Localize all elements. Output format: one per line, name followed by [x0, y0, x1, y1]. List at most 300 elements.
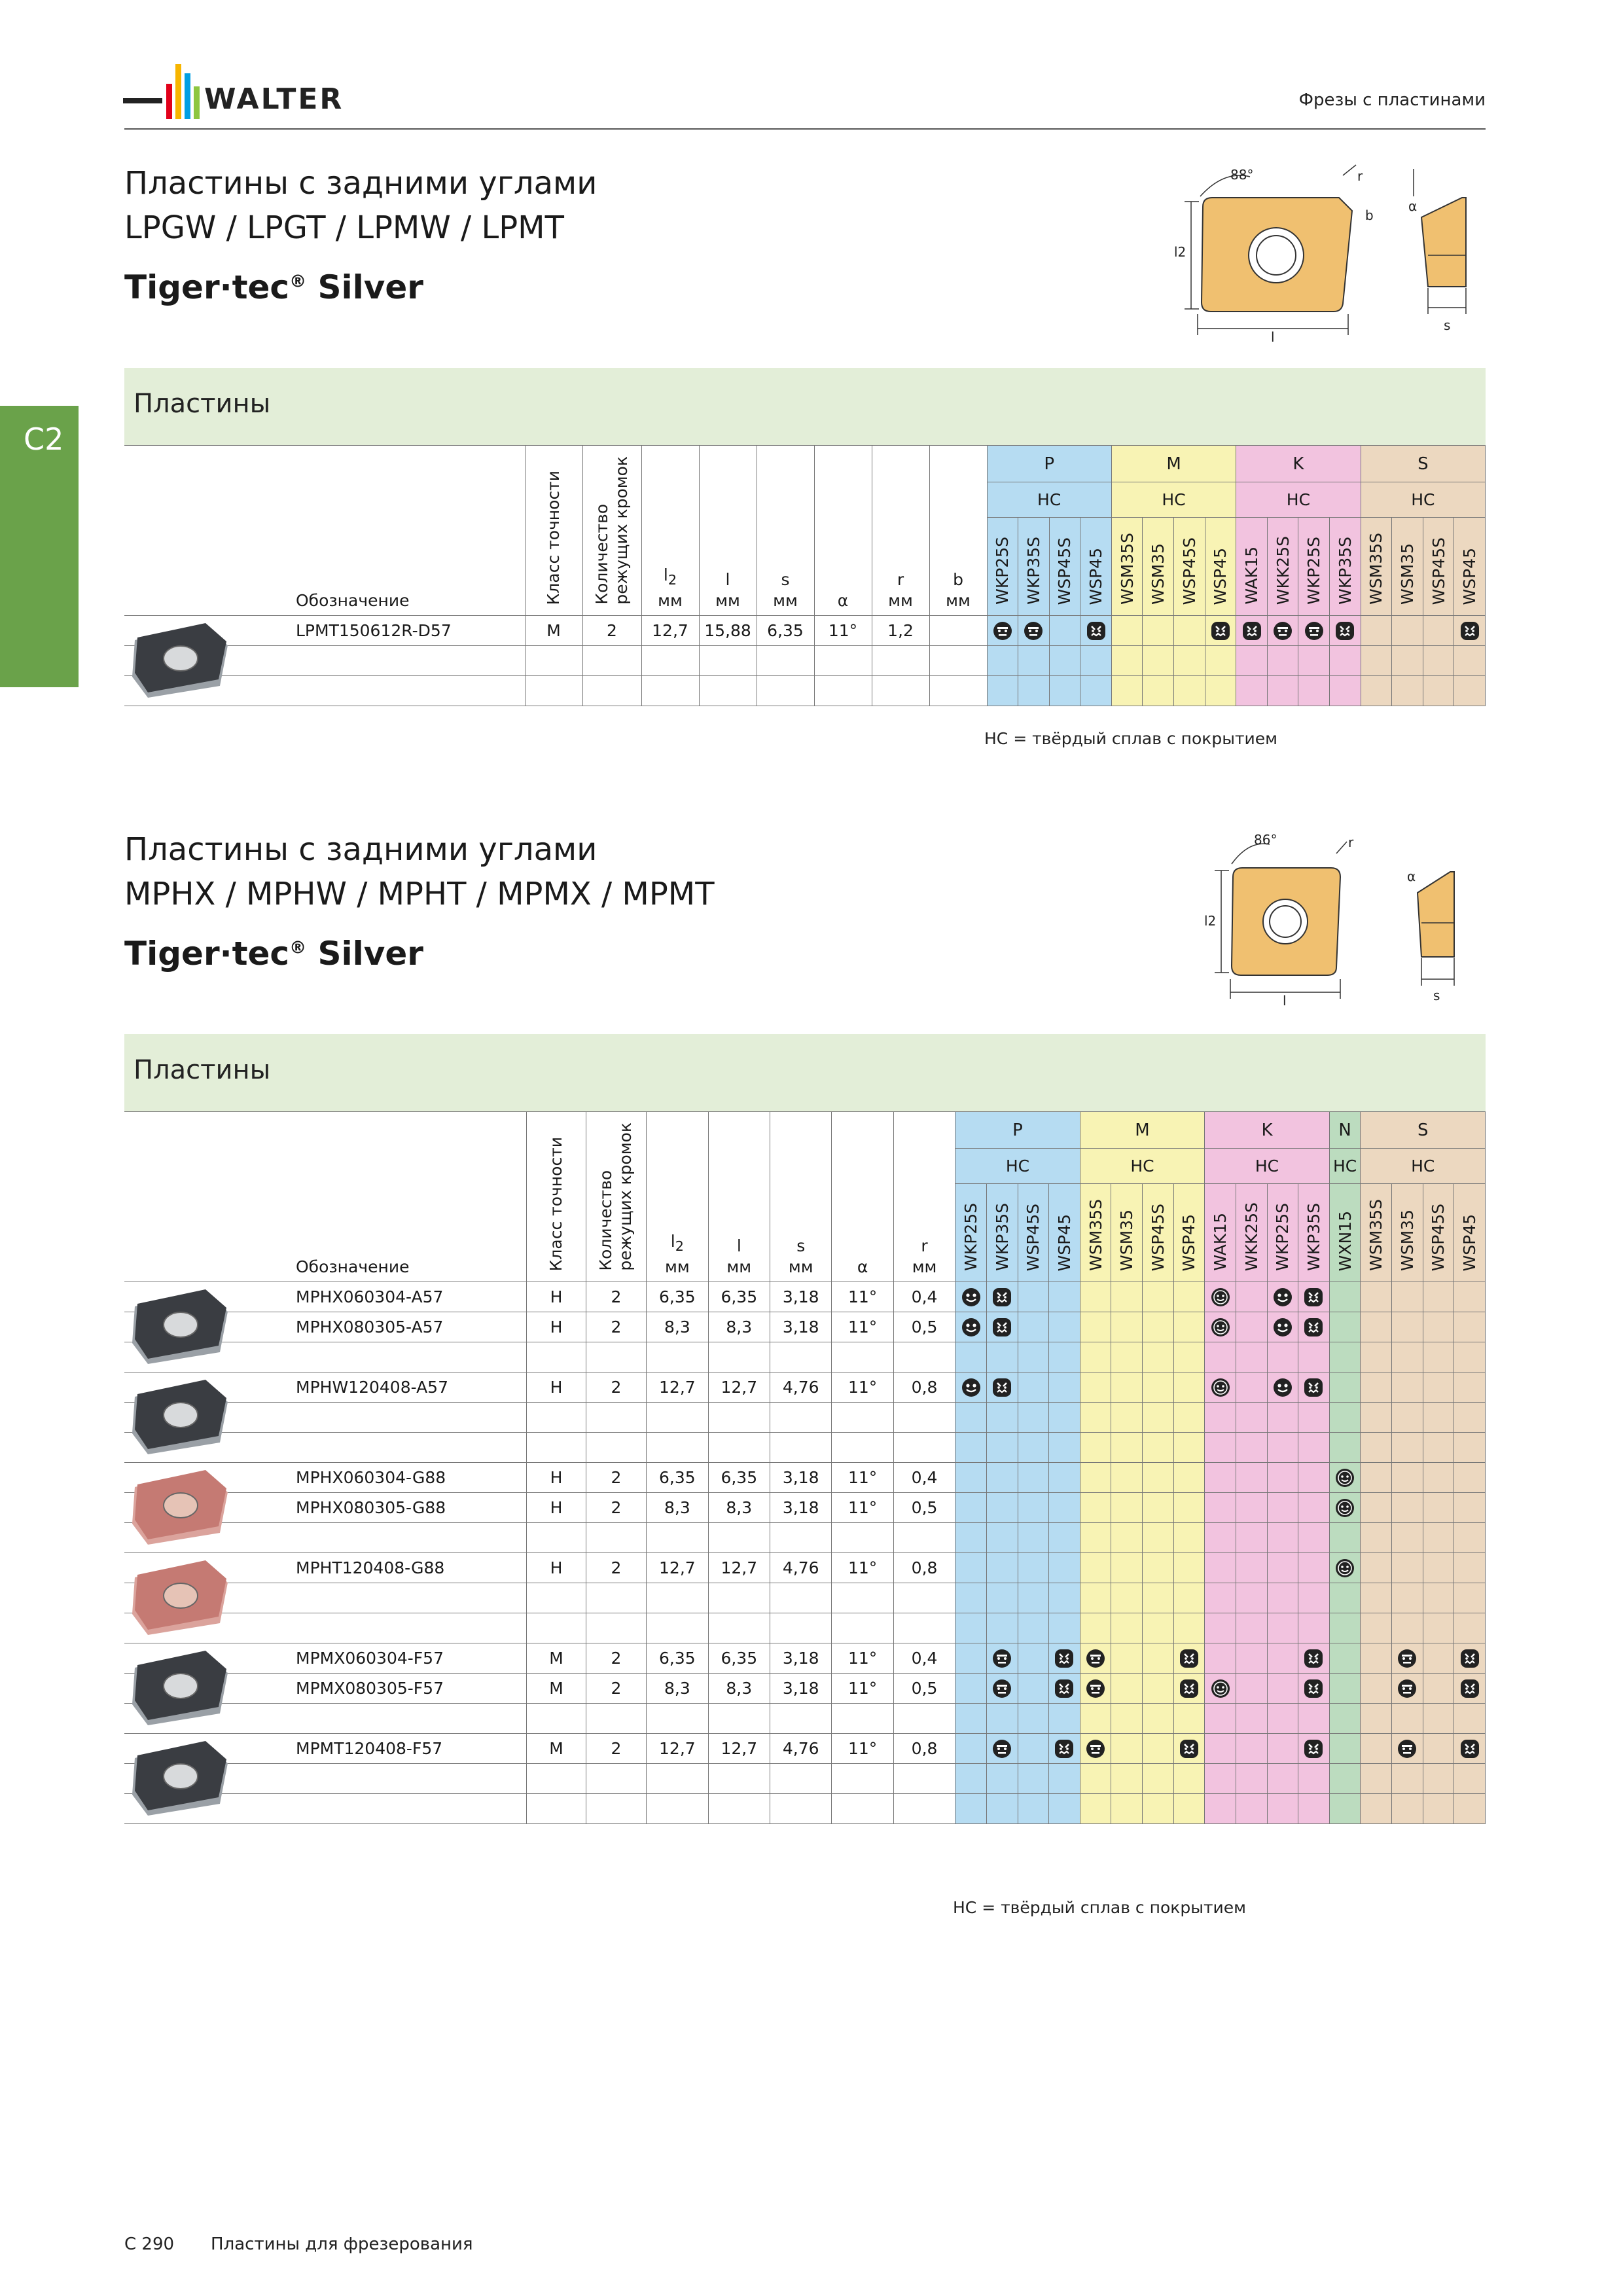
grade-cell	[1454, 1523, 1486, 1553]
table-row-empty	[124, 1794, 1486, 1824]
symbol-alt-icon	[1303, 1377, 1324, 1398]
symbol-ok-icon	[1304, 620, 1325, 641]
grade-cell	[1205, 1613, 1236, 1643]
grade-label: WSP45S	[1429, 1203, 1448, 1271]
grade-cell	[1267, 1674, 1298, 1704]
cell-l	[708, 1704, 770, 1734]
grade-cell	[1329, 1704, 1361, 1734]
symbol-ok-icon	[991, 1738, 1012, 1759]
grade-cell	[1143, 1463, 1174, 1493]
section1-band-label: Пластины	[134, 389, 271, 419]
grade-cell	[1080, 1794, 1111, 1824]
symbol-ok-icon	[991, 1678, 1012, 1699]
cell-alpha	[832, 1433, 893, 1463]
grade-cell	[955, 1342, 987, 1372]
grade-cell	[1329, 1613, 1361, 1643]
grade-cell	[1111, 1282, 1143, 1312]
insert-image	[128, 1555, 233, 1643]
group-k-header: K	[1236, 446, 1361, 482]
section1-title-line2: LPGW / LPGT / LPMW / LPMT	[124, 209, 564, 246]
grade-cell	[1267, 1734, 1298, 1764]
cell-l: 12,7	[708, 1372, 770, 1403]
grade-cell	[1143, 1613, 1174, 1643]
grade-cell	[955, 1674, 987, 1704]
grade-header-k-wkp25s	[1267, 1184, 1298, 1282]
grade-header-m-wsm35	[1111, 1184, 1143, 1282]
grade-cell	[1143, 676, 1174, 706]
cell-l2	[647, 1403, 708, 1433]
symbol-alt-icon	[991, 1317, 1012, 1338]
grade-cell	[1454, 1764, 1486, 1794]
header-rule	[124, 128, 1486, 130]
drawing2-alpha-label: α	[1407, 869, 1416, 884]
grade-cell	[1361, 1523, 1392, 1553]
grade-cell	[986, 1764, 1018, 1794]
cell-edges: 2	[586, 1372, 646, 1403]
grade-cell	[1080, 1704, 1111, 1734]
section1-subtitle-text: Tiger·tec	[124, 268, 290, 306]
section2-subtitle-reg: ®	[289, 938, 307, 958]
grade-cell	[1018, 1282, 1049, 1312]
grade-cell	[1267, 646, 1298, 676]
grade-cell	[1267, 1493, 1298, 1523]
section1-band	[124, 368, 1486, 445]
grade-cell	[1392, 1342, 1423, 1372]
grade-cell	[955, 1643, 987, 1674]
grade-cell	[1423, 1794, 1454, 1824]
grade-label: WSM35S	[1086, 1199, 1105, 1271]
grade-cell	[1361, 1613, 1392, 1643]
group-p-hc: HC	[955, 1149, 1080, 1184]
table-row-empty	[124, 1433, 1486, 1463]
grade-cell	[955, 1764, 987, 1794]
grade-cell	[1392, 1403, 1423, 1433]
symbol-good-icon	[1210, 1377, 1231, 1398]
grade-cell	[987, 646, 1018, 676]
grade-cell	[1049, 1674, 1080, 1704]
insert-photo-table2-3	[128, 1555, 233, 1640]
grade-cell	[1361, 1342, 1392, 1372]
grade-cell	[986, 1523, 1018, 1553]
grade-cell	[1111, 1403, 1143, 1433]
grade-cell	[1080, 1493, 1111, 1523]
cell-tol	[527, 1342, 586, 1372]
symbol-alt-icon	[1179, 1678, 1200, 1699]
grade-cell	[1111, 1674, 1143, 1704]
grade-cell	[986, 1433, 1018, 1463]
grade-cell	[1361, 1553, 1392, 1583]
grade-cell	[1173, 1764, 1205, 1794]
grade-label: WKK25S	[1241, 1202, 1261, 1271]
symbol-alt-icon	[991, 1377, 1012, 1398]
grade-cell	[1049, 676, 1080, 706]
section1-subtitle	[124, 268, 423, 306]
grade-cell	[1454, 616, 1486, 646]
grade-label: WSM35S	[1117, 533, 1137, 605]
col-edges-header	[582, 446, 641, 616]
grade-cell	[1329, 1463, 1361, 1493]
cell-edges	[586, 1342, 646, 1372]
grade-cell	[1236, 1463, 1267, 1493]
grade-header-s-wsm35	[1392, 518, 1423, 616]
cell-r: 0,4	[893, 1463, 955, 1493]
grade-cell	[1298, 1674, 1330, 1704]
grade-cell	[1267, 616, 1298, 646]
cell-tol	[527, 1583, 586, 1613]
grade-label: WSM35	[1398, 543, 1418, 605]
symbol-ok-icon	[1085, 1648, 1106, 1669]
grade-cell	[1236, 1372, 1267, 1403]
grade-cell	[1392, 1643, 1423, 1674]
grade-cell	[1080, 1463, 1111, 1493]
section1-note: HC = твёрдый сплав с покрытием	[984, 729, 1278, 748]
group-m-header: M	[1080, 1112, 1205, 1149]
grade-cell	[1423, 676, 1454, 706]
cell-l	[708, 1764, 770, 1794]
grade-header-k-wkp35s	[1330, 518, 1361, 616]
cell-alpha: 11°	[832, 1734, 893, 1764]
cell-alpha: 11°	[832, 1553, 893, 1583]
grade-cell	[1267, 1523, 1298, 1553]
grade-cell	[1205, 1403, 1236, 1433]
cell-l: 8,3	[708, 1493, 770, 1523]
grade-cell	[1143, 1342, 1174, 1372]
col-edges-label2: режущих кромок	[612, 456, 631, 605]
grade-cell	[955, 1583, 987, 1613]
grade-cell	[1423, 1583, 1454, 1613]
grade-cell	[1236, 1794, 1267, 1824]
cell-alpha	[832, 1523, 893, 1553]
designation-cell: MPHT120408-G88	[124, 1553, 527, 1583]
cell-alpha: 11°	[832, 1674, 893, 1704]
symbol-alt-icon	[1303, 1648, 1324, 1669]
grade-cell	[1454, 1463, 1486, 1493]
grade-cell	[1143, 616, 1174, 646]
table-row	[124, 1372, 1486, 1403]
symbol-alt-icon	[1334, 620, 1355, 641]
grade-cell	[986, 1312, 1018, 1342]
grade-cell	[1392, 646, 1423, 676]
grade-cell	[1049, 1643, 1080, 1674]
grade-cell	[1143, 1523, 1174, 1553]
unit-label: мм	[912, 1257, 937, 1276]
grade-cell	[1236, 1734, 1267, 1764]
grade-cell	[1049, 1734, 1080, 1764]
grade-header-m-wsp45	[1173, 1184, 1205, 1282]
col-l2-sub: 2	[675, 1238, 684, 1254]
cell-alpha	[832, 1794, 893, 1824]
cell-s	[757, 646, 814, 676]
grade-cell	[1143, 1553, 1174, 1583]
grade-cell	[1018, 1403, 1049, 1433]
cell-s: 3,18	[770, 1463, 832, 1493]
cell-l2: 12,7	[647, 1734, 708, 1764]
grade-label: WSP45	[1460, 1213, 1480, 1271]
cell-tol	[527, 1704, 586, 1734]
insert-photo-table2-2	[128, 1465, 233, 1550]
cell-tol: M	[527, 1734, 586, 1764]
grade-label: WSP45	[1054, 1213, 1074, 1271]
grade-cell	[1205, 1282, 1236, 1312]
cell-edges: 2	[582, 616, 641, 646]
designation-cell: MPHX060304-G88	[124, 1463, 527, 1493]
symbol-alt-icon	[1054, 1678, 1075, 1699]
grade-cell	[1018, 1674, 1049, 1704]
table-row-empty	[124, 676, 1486, 706]
walter-logo	[123, 58, 398, 123]
grade-cell	[1236, 1583, 1267, 1613]
insert-image	[128, 1736, 233, 1823]
grade-cell	[1361, 1704, 1392, 1734]
symbol-ok-icon	[992, 620, 1013, 641]
cell-edges	[586, 1523, 646, 1553]
chapter-tab[interactable]	[0, 406, 79, 687]
cell-r: 0,8	[893, 1372, 955, 1403]
grade-cell	[1018, 1704, 1049, 1734]
col-tolerance-label: Класс точности	[544, 470, 563, 605]
section1-table	[124, 445, 1486, 706]
grade-cell	[1173, 1342, 1205, 1372]
cell-s: 3,18	[770, 1312, 832, 1342]
grade-cell	[1173, 1433, 1205, 1463]
grade-label: WSM35S	[1366, 533, 1386, 605]
grade-cell	[1049, 1704, 1080, 1734]
grade-cell	[1236, 1282, 1267, 1312]
grade-cell	[986, 1403, 1018, 1433]
grade-cell	[1267, 1312, 1298, 1342]
grade-cell	[1361, 1282, 1392, 1312]
col-r-label: r	[897, 570, 904, 589]
grade-header-k-wkp25s	[1298, 518, 1330, 616]
grade-cell	[1018, 676, 1050, 706]
table-row	[124, 1463, 1486, 1493]
grade-cell	[1298, 1523, 1330, 1553]
grade-header-s-wsp45s	[1423, 1184, 1454, 1282]
cell-l: 8,3	[708, 1674, 770, 1704]
grade-cell	[1392, 1583, 1423, 1613]
drawing2-s-label: s	[1433, 988, 1440, 1003]
drawing1-angle-label: 88°	[1230, 167, 1254, 183]
grade-cell	[1111, 1583, 1143, 1613]
grade-label: WSP45	[1460, 547, 1480, 605]
col-s-header	[770, 1112, 832, 1282]
cell-l	[708, 1613, 770, 1643]
grade-cell	[955, 1372, 987, 1403]
col-tolerance-header	[525, 446, 582, 616]
grade-cell	[1423, 1553, 1454, 1583]
section2-band-label: Пластины	[134, 1055, 271, 1085]
grade-cell	[1174, 616, 1205, 646]
grade-cell	[1018, 1794, 1049, 1824]
symbol-best-icon	[1272, 1317, 1293, 1338]
grade-cell	[1392, 1764, 1423, 1794]
grade-cell	[1454, 676, 1486, 706]
grade-cell	[1267, 1282, 1298, 1312]
cell-l2: 6,35	[647, 1282, 708, 1312]
grade-cell	[1205, 1794, 1236, 1824]
grade-cell	[986, 1372, 1018, 1403]
grade-cell	[1454, 1794, 1486, 1824]
grade-cell	[1392, 1523, 1423, 1553]
grade-cell	[986, 1493, 1018, 1523]
grade-cell	[1361, 1493, 1392, 1523]
grade-cell	[1205, 1674, 1236, 1704]
cell-l: 12,7	[708, 1553, 770, 1583]
insert-photo-table1-0	[128, 618, 233, 703]
cell-s	[770, 1583, 832, 1613]
designation-cell: LPMT150612R-D57	[124, 616, 525, 646]
grade-cell	[1143, 1583, 1174, 1613]
grade-cell	[1080, 676, 1112, 706]
grade-cell	[1080, 1674, 1111, 1704]
grade-cell	[1143, 1794, 1174, 1824]
grade-cell	[1423, 1403, 1454, 1433]
symbol-alt-icon	[1459, 1738, 1480, 1759]
grade-cell	[986, 1613, 1018, 1643]
grade-label: WKP35S	[1304, 1203, 1323, 1271]
grade-cell	[1049, 1403, 1080, 1433]
grade-cell	[1143, 1734, 1174, 1764]
grade-cell	[1454, 1613, 1486, 1643]
grade-cell	[1298, 1282, 1330, 1312]
symbol-alt-icon	[1179, 1648, 1200, 1669]
grade-cell	[955, 1704, 987, 1734]
table-row-empty	[124, 1342, 1486, 1372]
cell-l2	[647, 1704, 708, 1734]
grade-cell	[1173, 1734, 1205, 1764]
drawing1-b-label: b	[1365, 207, 1374, 223]
grade-header-s-wsm35s	[1361, 1184, 1392, 1282]
cell-l2	[647, 1764, 708, 1794]
col-l-label: l	[725, 570, 730, 589]
cell-tol	[527, 1613, 586, 1643]
grade-cell	[1080, 1433, 1111, 1463]
grade-cell	[1205, 1433, 1236, 1463]
grade-header-p-wsp45	[1049, 1184, 1080, 1282]
cell-l	[708, 1583, 770, 1613]
group-s-hc: HC	[1361, 1149, 1486, 1184]
grade-cell	[1205, 1493, 1236, 1523]
grade-cell	[1080, 1403, 1111, 1433]
grade-header-k-wkk25s	[1267, 518, 1298, 616]
grade-cell	[1049, 1613, 1080, 1643]
footer-title: Пластины для фрезерования	[211, 2234, 473, 2254]
grade-cell	[1143, 1764, 1174, 1794]
cell-alpha: 11°	[832, 1282, 893, 1312]
unit-label: мм	[946, 591, 971, 610]
cell-r: 1,2	[872, 616, 929, 646]
grade-cell	[1298, 1493, 1330, 1523]
section2-subtitle-suffix: Silver	[306, 935, 423, 973]
grade-cell	[1329, 1794, 1361, 1824]
grade-cell	[1236, 646, 1268, 676]
grade-cell	[1236, 1523, 1267, 1553]
grade-cell	[1111, 1372, 1143, 1403]
cell-l2	[647, 1794, 708, 1824]
grade-cell	[1205, 1342, 1236, 1372]
cell-edges: 2	[586, 1674, 646, 1704]
grade-cell	[1111, 676, 1143, 706]
drawing1-l2-label: l2	[1174, 244, 1186, 260]
grade-cell	[1392, 1734, 1423, 1764]
grade-cell	[1143, 1433, 1174, 1463]
grade-cell	[1392, 1553, 1423, 1583]
cell-alpha	[832, 1704, 893, 1734]
grade-cell	[1298, 1734, 1330, 1764]
col-s-label: s	[796, 1236, 806, 1255]
symbol-alt-icon	[1303, 1738, 1324, 1759]
grade-cell	[1423, 1643, 1454, 1674]
grade-header-k-wkp35s	[1298, 1184, 1330, 1282]
cell-edges: 2	[586, 1312, 646, 1342]
insert-photo-table2-4	[128, 1645, 233, 1731]
grade-cell	[1111, 1794, 1143, 1824]
grade-cell	[1080, 616, 1112, 646]
grade-cell	[1298, 1764, 1330, 1794]
grade-cell	[1298, 1583, 1330, 1613]
section1-subtitle-suffix: Silver	[306, 268, 423, 306]
cell-r: 0,8	[893, 1553, 955, 1583]
symbol-alt-icon	[1459, 1648, 1480, 1669]
grade-header-s-wsp45s	[1423, 518, 1454, 616]
cell-r	[872, 646, 929, 676]
grade-cell	[1267, 676, 1298, 706]
cell-edges: 2	[586, 1493, 646, 1523]
grade-cell	[1080, 1583, 1111, 1613]
cell-l2: 12,7	[647, 1553, 708, 1583]
grade-label: WKP35S	[1024, 537, 1043, 605]
cell-l2: 12,7	[647, 1372, 708, 1403]
symbol-good-icon	[1210, 1678, 1231, 1699]
table-row	[124, 1734, 1486, 1764]
cell-alpha	[832, 1764, 893, 1794]
group-k-hc: HC	[1236, 482, 1361, 518]
grade-cell	[1173, 1613, 1205, 1643]
grade-header-p-wkp35s	[1018, 518, 1050, 616]
grade-label: WKP35S	[992, 1203, 1012, 1271]
grade-cell	[1205, 1523, 1236, 1553]
grade-header-s-wsm35	[1392, 1184, 1423, 1282]
grade-cell	[1049, 1493, 1080, 1523]
grade-cell	[1298, 1433, 1330, 1463]
grade-cell	[1423, 616, 1454, 646]
col-l2-sub: 2	[668, 572, 677, 588]
col-edges-header	[586, 1112, 646, 1282]
grade-cell	[955, 1734, 987, 1764]
table-row-empty	[124, 646, 1486, 676]
cell-s	[770, 1794, 832, 1824]
section2-title-line2: MPHX / MPHW / MPHT / MPMX / MPMT	[124, 876, 715, 912]
grade-cell	[1392, 616, 1423, 646]
drawing1-r-label: r	[1357, 168, 1363, 184]
cell-l2: 6,35	[647, 1643, 708, 1674]
grade-cell	[1329, 1493, 1361, 1523]
insert-image	[128, 1284, 233, 1372]
grade-label: WKP35S	[1335, 537, 1355, 605]
grade-label: WSM35	[1117, 1210, 1137, 1271]
cell-tol: H	[527, 1493, 586, 1523]
cell-tol: H	[527, 1463, 586, 1493]
grade-cell	[955, 1312, 987, 1342]
grade-cell	[1173, 1282, 1205, 1312]
grade-cell	[1267, 1403, 1298, 1433]
grade-header-s-wsp45	[1454, 1184, 1486, 1282]
grade-cell	[1361, 1372, 1392, 1403]
grade-label: WXN15	[1335, 1210, 1355, 1271]
cell-s	[770, 1342, 832, 1372]
brand-wordmark: WALTER	[204, 82, 344, 116]
grade-cell	[1205, 1463, 1236, 1493]
